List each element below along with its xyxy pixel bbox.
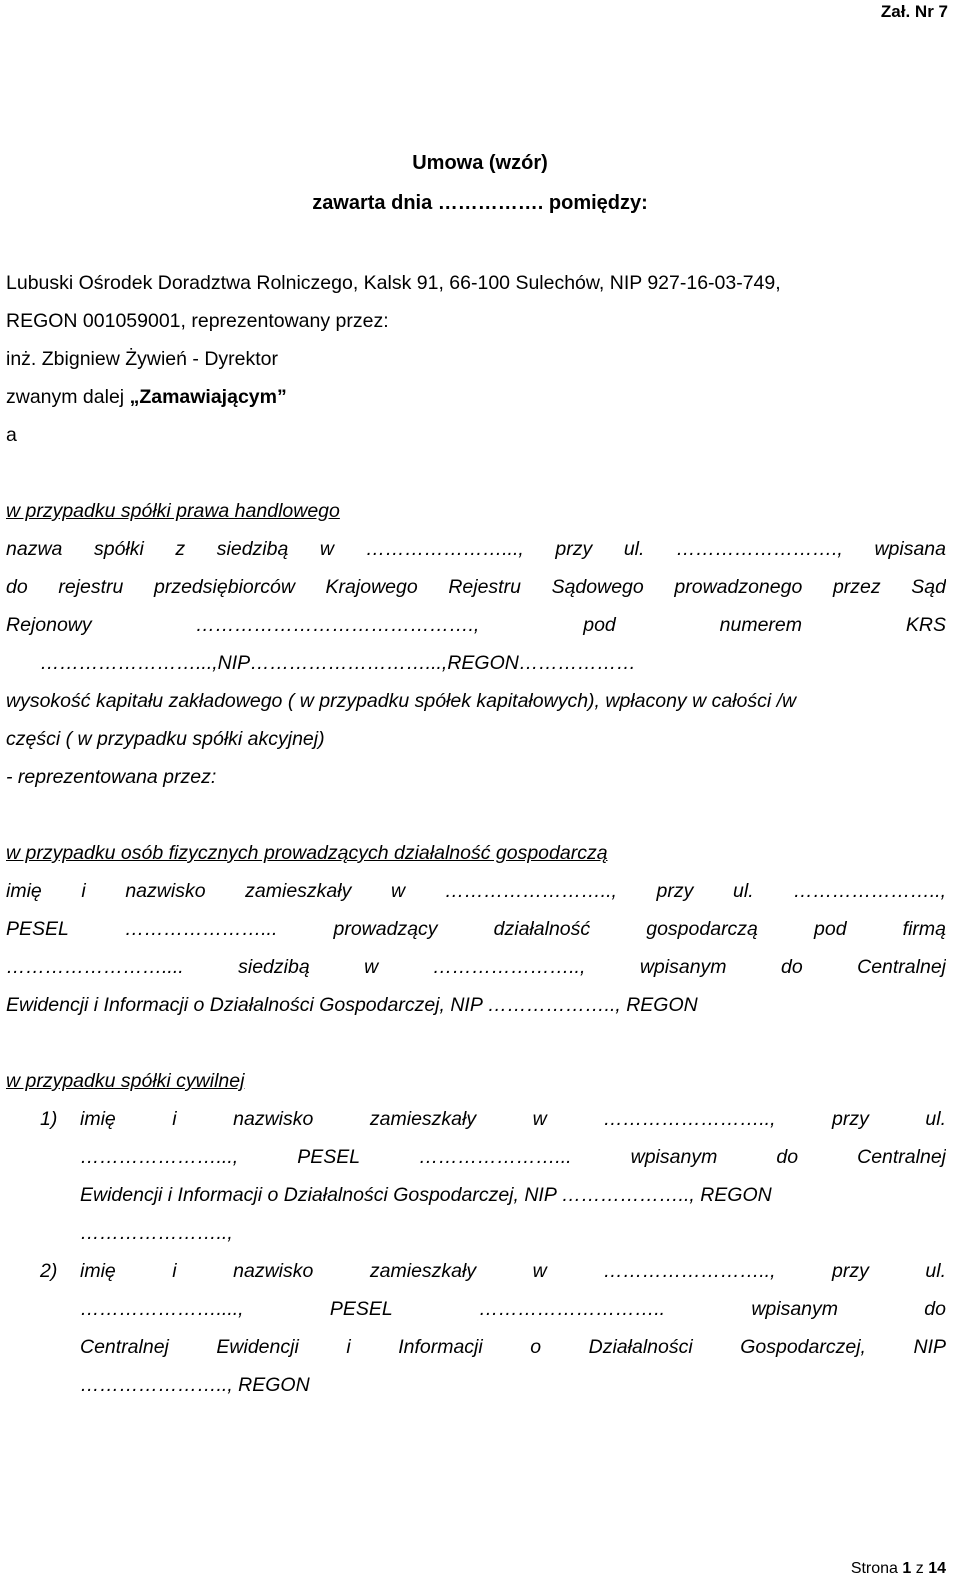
party1-line-3: inż. Zbigniew Żywień - Dyrektor [6,348,278,370]
footer-current-page: 1 [902,1560,912,1577]
civil-partner-2-number: 2) [40,1260,58,1282]
title-line-1: Umowa (wzór) [412,152,548,174]
company-line-7: - reprezentowana przez: [6,766,217,788]
designation-name: „Zamawiającym” [129,386,287,408]
civil2-line-2: …………………...., PESEL ……………………….. wpisanym do [80,1298,946,1320]
party1-line-2: REGON 001059001, reprezentowany przez: [6,310,389,332]
party1-line-1: Lubuski Ośrodek Doradztwa Rolniczego, Kalsk 91, 66-100 Sulechów, NIP 927-16-03-749, [6,272,781,294]
designation-prefix: zwanym dalej [6,386,130,408]
civil2-line-3: Centralnej Ewidencji i Informacji o Działalności Gospodarczej, NIP [80,1336,946,1358]
company-line-2: do rejestru przedsiębiorców Krajowego Rejestru Sądowego prowadzonego przez Sąd [6,576,946,598]
individual-line-3: …………………….... siedzibą w ………………….., wpisanym do Centralnej [6,956,946,978]
document-title [0,150,960,230]
section-individual-heading: w przypadku osób fizycznych prowadzących działalność gospodarczą [6,842,608,864]
title-line-2: zawarta dnia ……………. pomiędzy: [312,192,648,214]
party1-designation [6,378,946,416]
company-line-4: ……………………...,NIP………………………...,REGON……………… [40,652,636,674]
footer-total-pages: 14 [928,1560,946,1577]
company-line-3: Rejonowy ……………………………………., pod numerem KRS [6,614,946,636]
footer-prefix: Strona [850,1560,903,1577]
civil-partner-2 [6,1252,946,1404]
company-line-1: nazwa spółki z siedzibą w …………………..., przy ul. ……………………., wpisana [6,538,946,560]
conjunction: a [6,424,17,446]
individual-line-2: PESEL …………………... prowadzący działalność gospodarczą pod firmą [6,918,946,940]
civil2-line-4: ………………….., REGON [80,1374,310,1396]
document-body [6,264,946,1404]
civil2-line-1: imię i nazwisko zamieszkały w …………………….., przy ul. [80,1260,946,1282]
civil-partner-1-number: 1) [40,1108,58,1130]
company-line-6: części ( w przypadku spółki akcyjnej) [6,728,325,750]
civil1-line-4: ………………….., [80,1222,233,1244]
civil1-line-3: Ewidencji i Informacji o Działalności Gospodarczej, NIP ……………….., REGON [80,1184,772,1206]
section-civil-heading: w przypadku spółki cywilnej [6,1070,245,1092]
civil1-line-1: imię i nazwisko zamieszkały w …………………….., przy ul. [80,1108,946,1130]
individual-line-1: imię i nazwisko zamieszkały w …………………….., przy ul. ………………….., [6,880,946,902]
civil1-line-2: …………………..., PESEL …………………... wpisanym do Centralnej [80,1146,946,1168]
civil-partner-1 [6,1100,946,1252]
footer-middle: z [911,1560,929,1577]
section-company-heading: w przypadku spółki prawa handlowego [6,500,340,522]
attachment-number: Zał. Nr 7 [880,2,948,21]
company-line-5: wysokość kapitału zakładowego ( w przypadku spółek kapitałowych), wpłacony w całości /w [6,690,797,712]
page-footer [851,1560,946,1578]
individual-line-4: Ewidencji i Informacji o Działalności Gospodarczej, NIP ……………….., REGON [6,994,698,1016]
